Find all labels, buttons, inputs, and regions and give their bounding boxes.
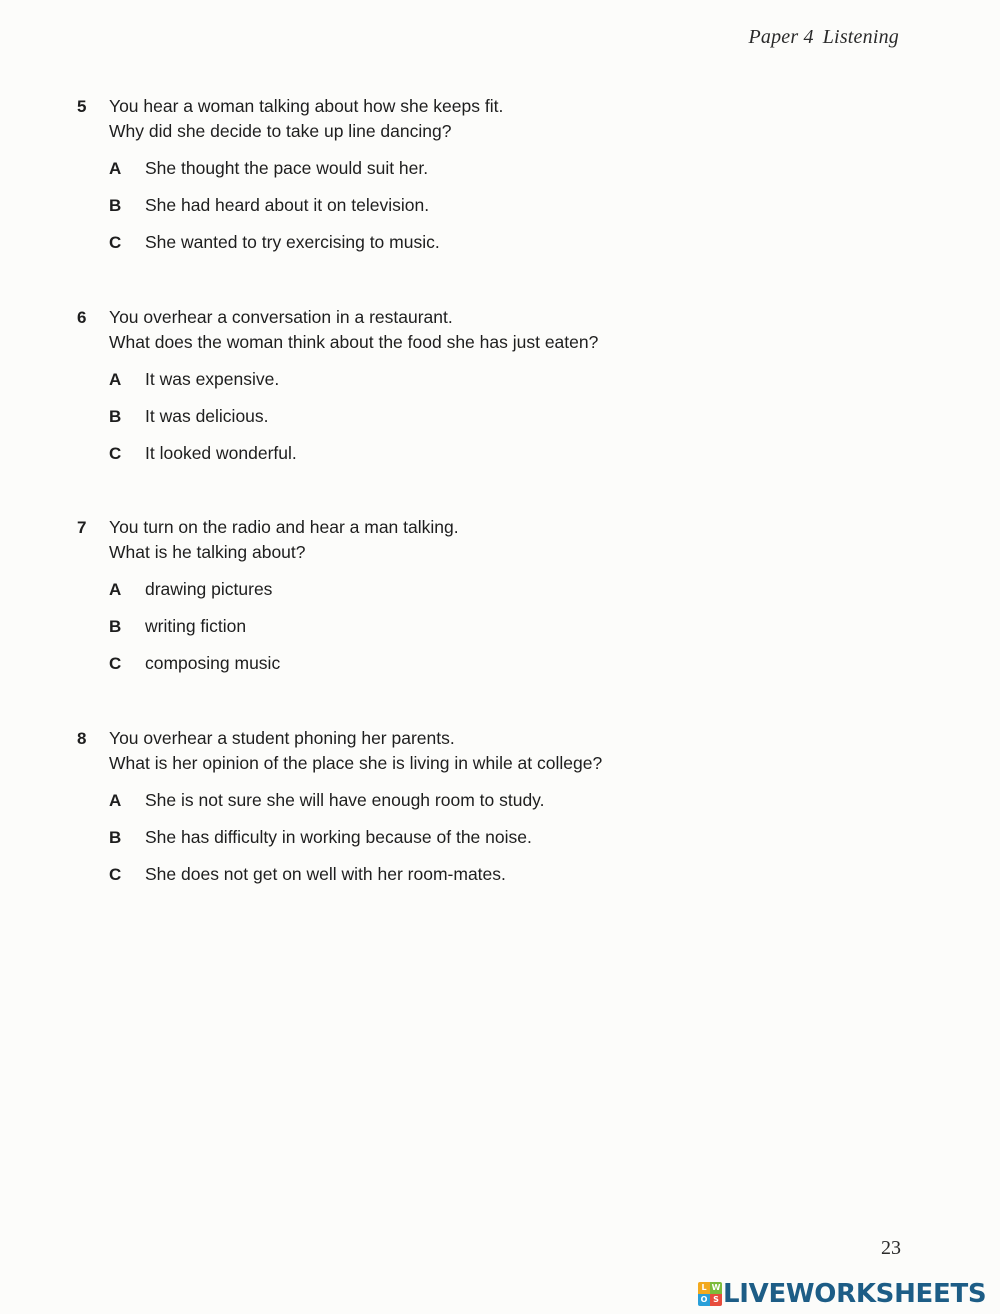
liveworksheets-brand[interactable] (698, 1277, 986, 1311)
option-text: She thought the pace would suit her. (145, 158, 429, 178)
option-a[interactable] (109, 156, 428, 181)
logo-tile: S (710, 1294, 722, 1306)
option-letter: B (109, 828, 122, 847)
page-header (748, 26, 899, 49)
question-number: 6 (77, 308, 87, 327)
logo-tile: O (698, 1294, 710, 1306)
option-c[interactable] (109, 230, 440, 255)
page-number: 23 (881, 1237, 901, 1259)
question-prompt: What is her opinion of the place she is living in while at college? (109, 753, 603, 773)
option-text: It looked wonderful. (145, 443, 297, 463)
option-text: It was delicious. (145, 406, 269, 426)
option-letter: B (109, 617, 122, 636)
option-text: She has difficulty in working because of the noise. (145, 827, 532, 847)
option-text: composing music (145, 653, 281, 673)
option-a[interactable] (109, 577, 272, 602)
option-text: She is not sure she will have enough room to study. (145, 790, 545, 810)
option-text: She does not get on well with her room-mates. (145, 864, 506, 884)
option-a[interactable] (109, 788, 544, 813)
option-c[interactable] (109, 441, 297, 466)
option-letter: A (109, 580, 122, 599)
logo-tile: W (711, 1283, 721, 1292)
option-letter: B (109, 407, 122, 426)
option-letter: B (109, 196, 122, 215)
question-prompt: What is he talking about? (109, 542, 306, 562)
option-letter: C (109, 444, 122, 463)
question-prompt: Why did she decide to take up line dancing? (109, 121, 452, 141)
option-letter: C (109, 865, 122, 884)
option-letter: A (109, 791, 122, 810)
option-b[interactable] (109, 825, 532, 850)
option-text: It was expensive. (145, 369, 280, 389)
question-context: You overhear a student phoning her parents. (109, 728, 455, 748)
option-a[interactable] (109, 367, 279, 392)
option-b[interactable] (109, 614, 246, 639)
option-text: drawing pictures (145, 579, 273, 599)
option-b[interactable] (109, 404, 269, 429)
option-text: She had heard about it on television. (145, 195, 430, 215)
option-letter: C (109, 233, 122, 252)
option-text: She wanted to try exercising to music. (145, 232, 440, 252)
liveworksheets-logo-icon (698, 1282, 722, 1306)
question-context: You hear a woman talking about how she keeps fit. (109, 96, 504, 116)
logo-tile: L (698, 1282, 710, 1294)
question-context: You turn on the radio and hear a man talking. (109, 517, 459, 537)
brand-name: LIVEWORKSHEETS (723, 1279, 987, 1309)
option-letter: C (109, 654, 122, 673)
question-context: You overhear a conversation in a restaurant. (109, 307, 453, 327)
question-number: 7 (77, 518, 87, 537)
question-number: 5 (77, 97, 87, 116)
question-prompt: What does the woman think about the food she has just eaten? (109, 332, 599, 352)
option-b[interactable] (109, 193, 429, 218)
header-section: Listening (822, 26, 899, 48)
option-letter: A (109, 370, 122, 389)
question-number: 8 (77, 729, 87, 748)
option-c[interactable] (109, 651, 280, 676)
header-paper: Paper 4 (748, 26, 814, 48)
option-c[interactable] (109, 862, 506, 887)
option-letter: A (109, 159, 122, 178)
option-text: writing fiction (145, 616, 247, 636)
